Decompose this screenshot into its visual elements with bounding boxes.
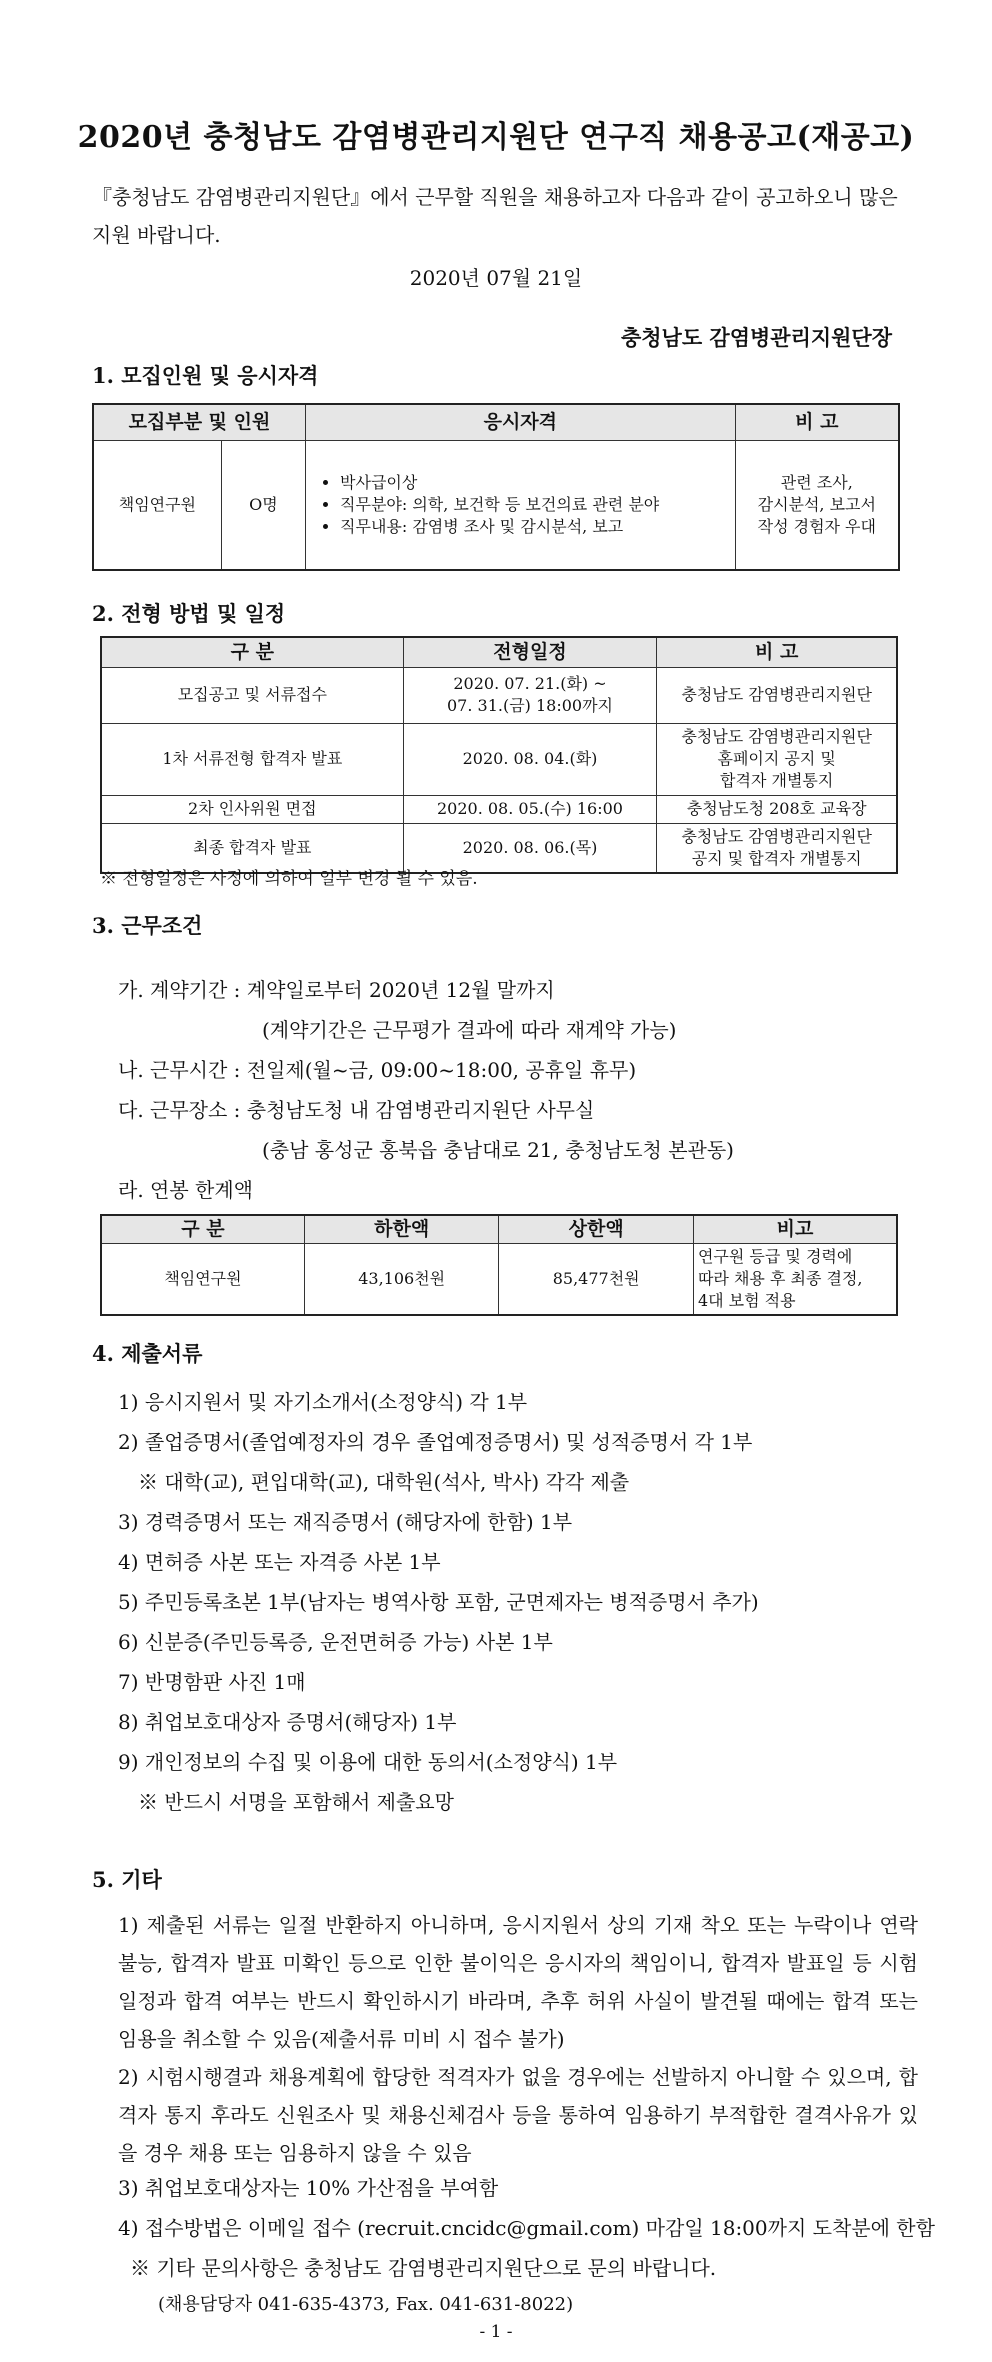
salary-header: 비고 [693, 1215, 897, 1243]
schedule-date [403, 723, 657, 795]
header-qualification: 응시자격 [306, 404, 736, 440]
schedule-item: 1차 서류전형 합격자 발표 [101, 723, 403, 795]
schedule-footnote: ※ 전형일정은 사정에 의하여 일부 변경 될 수 있음. [100, 869, 478, 889]
misc-item-1: 1) 제출된 서류는 일절 반환하지 아니하며, 응시지원서 상의 기재 착오 또는 누락이나 연락 불능, 합격자 발표 미확인 등으로 인한 불이익은 응시자의 책임이니, 합격자 발표일 등 시험일정과 합격 여부는 반드시 확인하시기 바라며, 추후 허위 사실이 발견될 때에는 합격 또는 임용을 취소할 수 있음(제출서류 미비 시 접수 불가) [118, 1913, 918, 2051]
date-line: 2020. 08. 05.(수) 16:00 [436, 799, 623, 818]
document-item: 8) 취업보호대상자 증명서(해당자) 1부 [118, 1710, 457, 1734]
salary-note [693, 1243, 897, 1315]
date-line: 2020. 07. 21.(화) ~ [453, 674, 607, 693]
section4-heading: 4. 제출서류 [92, 1341, 203, 1366]
qualification-cell [306, 440, 736, 570]
signer: 충청남도 감염병관리지원단장 [620, 325, 892, 350]
schedule-date [403, 795, 657, 823]
intro-text: 『충청남도 감염병관리지원단』에서 근무할 직원을 채용하고자 다음과 같이 공고하오니 많은 지원 바랍니다. [92, 185, 898, 247]
schedule-row [101, 723, 897, 795]
misc-item-3: 3) 취업보호대상자는 10% 가산점을 부여함 [118, 2176, 499, 2200]
note-line: 홈페이지 공지 및 [717, 749, 836, 768]
salary-header: 상한액 [499, 1215, 694, 1243]
salary-header: 구 분 [101, 1215, 304, 1243]
note-line: 충청남도 감염병관리지원단 [681, 826, 872, 846]
page-title: 2020년 충청남도 감염병관리지원단 연구직 채용공고(재공고) [77, 120, 915, 155]
remark-line: 감시분석, 보고서 [757, 494, 876, 514]
work-address: (충남 홍성군 홍북읍 충남대로 21, 충청남도청 본관동) [262, 1138, 734, 1162]
document-item: 7) 반명함판 사진 1매 [118, 1670, 306, 1694]
remarks-cell [735, 440, 899, 570]
misc-item-4: 4) 접수방법은 이메일 접수 (recruit.cncidc@gmail.com) 마감일 18:00까지 도착분에 한함 [118, 2216, 935, 2240]
note-line: 공지 및 합격자 개별통지 [691, 848, 862, 868]
contract-period-note: (계약기간은 근무평가 결과에 따라 재계약 가능) [262, 1018, 677, 1042]
salary-note-line: 연구원 등급 및 경력에 [697, 1246, 853, 1266]
count-cell: O명 [221, 440, 305, 570]
schedule-item: 모집공고 및 서류접수 [101, 667, 403, 723]
document-item: 9) 개인정보의 수집 및 이용에 대한 동의서(소정양식) 1부 [118, 1750, 618, 1774]
salary-min: 43,106천원 [304, 1243, 499, 1315]
note-line: 충청남도청 208호 교육장 [686, 799, 867, 818]
document-item: 6) 신분증(주민등록증, 운전면허증 가능) 사본 1부 [118, 1630, 553, 1654]
schedule-note [657, 667, 897, 723]
announcement-date: 2020년 07월 21일 [409, 266, 583, 290]
recruitment-table [92, 403, 900, 571]
section2-heading: 2. 전형 방법 및 일정 [92, 601, 286, 626]
salary-limit-label: 라. 연봉 한계액 [118, 1178, 253, 1202]
schedule-item: 2차 인사위원 면접 [101, 795, 403, 823]
document-note: ※ 반드시 서명을 포함해서 제출요망 [138, 1790, 454, 1814]
date-line: 07. 31.(금) 18:00까지 [446, 696, 614, 715]
misc-item-2: 2) 시험시행결과 채용계획에 합당한 적격자가 없을 경우에는 선발하지 아니할 수 있으며, 합격자 통지 후라도 신원조사 및 채용신체검사 등을 통하여 임용하기 부적합한 결격사유가 있을 경우 채용 또는 임용하지 않을 수 있음 [118, 2065, 918, 2165]
inquiry-note: ※ 기타 문의사항은 충청남도 감염병관리지원단으로 문의 바랍니다. [130, 2256, 717, 2280]
qualification-item: • 직무분야: 의학, 보건학 등 보건의료 관련 분야 [340, 494, 731, 516]
schedule-row [101, 795, 897, 823]
document-item: 3) 경력증명서 또는 재직증명서 (해당자에 한함) 1부 [118, 1510, 573, 1534]
schedule-note [657, 795, 897, 823]
schedule-date [403, 667, 657, 723]
salary-note-line: 따라 채용 후 최종 결정, [697, 1268, 863, 1288]
note-line: 충청남도 감염병관리지원단 [681, 685, 872, 704]
schedule-item: 최종 합격자 발표 [101, 823, 403, 873]
page-number: - 1 - [479, 2322, 513, 2342]
document-item: 4) 면허증 사본 또는 자격증 사본 1부 [118, 1550, 441, 1574]
document-item: 5) 주민등록초본 1부(남자는 병역사항 포함, 군면제자는 병적증명서 추가) [118, 1590, 759, 1614]
schedule-table [100, 636, 898, 874]
position-cell: 책임연구원 [93, 440, 221, 570]
document-item: 1) 응시지원서 및 자기소개서(소정양식) 각 1부 [118, 1390, 528, 1414]
contract-period: 가. 계약기간 : 계약일로부터 2020년 12월 말까지 [118, 978, 555, 1002]
date-line: 2020. 08. 04.(화) [462, 749, 598, 768]
header-category: 구 분 [101, 637, 403, 667]
remark-line: 관련 조사, [780, 472, 853, 492]
note-line: 합격자 개별통지 [720, 771, 834, 790]
section1-heading: 1. 모집인원 및 응시자격 [92, 363, 319, 388]
header-remarks: 비 고 [735, 404, 899, 440]
document-note: ※ 대학(교), 편입대학(교), 대학원(석사, 박사) 각각 제출 [138, 1470, 630, 1494]
salary-header: 하한액 [304, 1215, 499, 1243]
schedule-row [101, 667, 897, 723]
qualification-item: • 직무내용: 감염병 조사 및 감시분석, 보고 [340, 516, 731, 538]
document-item: 2) 졸업증명서(졸업예정자의 경우 졸업예정증명서) 및 성적증명서 각 1부 [118, 1430, 753, 1454]
salary-note-line: 4대 보험 적용 [697, 1290, 796, 1310]
section3-heading: 3. 근무조건 [92, 913, 203, 938]
schedule-note [657, 823, 897, 873]
header-schedule: 전형일정 [403, 637, 657, 667]
salary-table [100, 1214, 898, 1316]
schedule-note [657, 723, 897, 795]
remark-line: 작성 경험자 우대 [757, 516, 876, 536]
section5-heading: 5. 기타 [92, 1867, 162, 1892]
date-line: 2020. 08. 06.(목) [462, 837, 598, 857]
note-line: 충청남도 감염병관리지원단 [681, 727, 872, 746]
work-hours: 나. 근무시간 : 전일제(월~금, 09:00~18:00, 공휴일 휴무) [118, 1058, 637, 1082]
work-place: 다. 근무장소 : 충청남도청 내 감염병관리지원단 사무실 [118, 1098, 595, 1122]
header-position: 모집부분 및 인원 [93, 404, 306, 440]
salary-position: 책임연구원 [101, 1243, 304, 1315]
header-note: 비 고 [657, 637, 897, 667]
qualification-item: • 박사급이상 [340, 472, 731, 494]
salary-max: 85,477천원 [499, 1243, 694, 1315]
contact-info: (채용담당자 041-635-4373, Fax. 041-631-8022) [158, 2294, 574, 2315]
